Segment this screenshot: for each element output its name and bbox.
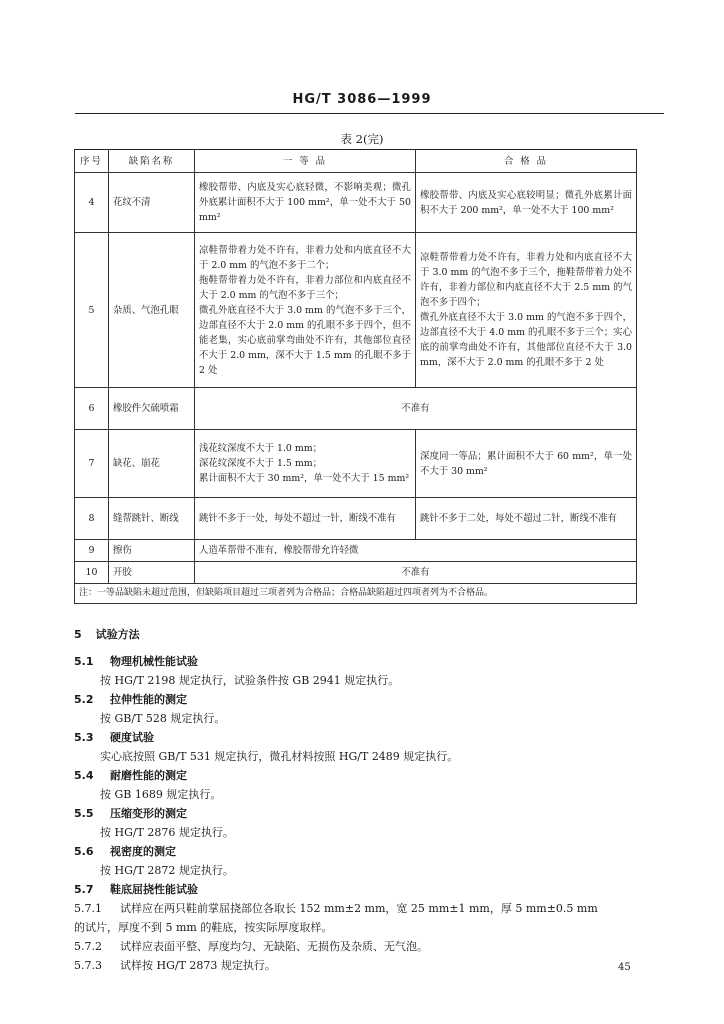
row-merged-value: 不准有 — [195, 562, 637, 584]
item-body: 按 HG/T 2198 规定执行，试验条件按 GB 2941 规定执行。 — [100, 674, 400, 687]
row-qualified: 橡胶帮带、内底及实心底较明显；微孔外底累计面积不大于 200 mm²，单一处不大于 100 mm² — [416, 173, 637, 233]
table-note: 注：一等品缺陷未超过范围，但缺陷项目超过三项者列为合格品；合格品缺陷超过四项者列为不合格品。 — [75, 584, 637, 604]
section-heading: 5 试验方法 — [74, 628, 140, 641]
table-caption: 表 2(完) — [340, 132, 384, 146]
table-row — [75, 388, 637, 430]
table-row — [75, 430, 637, 498]
sub-item-continuation: 的试片，厚度不到 5 mm 的鞋底，按实际厚度取样。 — [74, 921, 333, 934]
sub-item: 5.7.3 试样按 HG/T 2873 规定执行。 — [74, 959, 276, 972]
col-header-num: 序号 — [75, 150, 109, 173]
row-name: 橡胶件欠硫喷霜 — [109, 388, 195, 430]
row-num: 6 — [75, 388, 109, 430]
item-heading: 5.3 硬度试验 — [74, 731, 154, 744]
row-name: 杂质、气泡孔眼 — [109, 233, 195, 388]
row-qualified: 深度同一等品；累计面积不大于 60 mm²，单一处不大于 30 mm² — [416, 430, 637, 498]
row-num: 8 — [75, 498, 109, 540]
row-num: 7 — [75, 430, 109, 498]
item-body: 按 HG/T 2872 规定执行。 — [100, 864, 234, 877]
table-row — [75, 540, 637, 562]
item-heading: 5.2 拉伸性能的测定 — [74, 693, 187, 706]
item-heading: 5.1 物理机械性能试验 — [74, 655, 198, 668]
row-num: 5 — [75, 233, 109, 388]
item-heading: 5.5 压缩变形的测定 — [74, 807, 187, 820]
item-body: 按 GB 1689 规定执行。 — [100, 788, 222, 801]
sub-item: 5.7.2 试样应表面平整、厚度均匀、无缺陷、无损伤及杂质、无气泡。 — [74, 940, 428, 953]
item-heading: 5.7 鞋底屈挠性能试验 — [74, 883, 198, 896]
item-body: 按 GB/T 528 规定执行。 — [100, 712, 226, 725]
table-row — [75, 173, 637, 233]
table-row — [75, 233, 637, 388]
row-name: 擦伤 — [109, 540, 195, 562]
row-qualified: 凉鞋帮带着力处不许有，非着力处和内底直径不大于 3.0 mm 的气泡不多于三个，拖鞋帮带着力处不许有，非着力部位和内底直径不大于 2.5 mm 的气泡不多于四个； 微孔外底直径不大于 3.0 mm 的气泡不多于四个，边部直径不大于 4.0 mm 的孔眼不多于三个；实心底的前掌弯曲处不许有，其他部位直径不大于 3.0 mm，深不大于 2.0 mm 的孔眼不多于 2 处 — [416, 233, 637, 388]
sub-item: 5.7.1 试样应在两只鞋前掌屈挠部位各取长 152 mm±2 mm，宽 25 mm±1 mm，厚 5 mm±0.5 mm — [74, 902, 598, 915]
row-first-grade: 橡胶帮带、内底及实心底轻微，不影响美观；微孔外底累计面积不大于 100 mm²，单一处不大于 50 mm² — [195, 173, 416, 233]
col-header-qualified: 合 格 品 — [416, 150, 637, 173]
row-name: 花纹不清 — [109, 173, 195, 233]
standard-code-header: HG/T 3086—1999 — [292, 92, 432, 107]
row-name: 缺花、崩花 — [109, 430, 195, 498]
row-merged-value: 不准有 — [195, 388, 637, 430]
defect-table — [74, 149, 637, 604]
table-row — [75, 562, 637, 584]
row-span-value: 人造革帮带不准有，橡胶帮带允许轻微 — [195, 540, 637, 562]
item-body: 按 HG/T 2876 规定执行。 — [100, 826, 234, 839]
header-rule — [75, 113, 664, 114]
item-heading: 5.6 视密度的测定 — [74, 845, 176, 858]
item-heading: 5.4 耐磨性能的测定 — [74, 769, 187, 782]
row-first-grade: 凉鞋帮带着力处不许有，非着力处和内底直径不大于 2.0 mm 的气泡不多于二个； 拖鞋帮带着力处不许有，非着力部位和内底直径不大于 2.0 mm 的气泡不多于三个； 微孔外底直径不大于 3.0 mm 的气泡不多于三个，边部直径不大于 2.0 mm 的孔眼不多于四个，但不能老集，实心底前掌弯曲处不许有，其他部位直径不大于 2.0 mm，深不大于 1.5 mm 的孔眼不多于 2 处 — [195, 233, 416, 388]
table-row — [75, 498, 637, 540]
row-first-grade: 浅花纹深度不大于 1.0 mm； 深花纹深度不大于 1.5 mm； 累计面积不大于 30 mm²，单一处不大于 15 mm² — [195, 430, 416, 498]
table-note-row — [75, 584, 637, 604]
row-name: 开胶 — [109, 562, 195, 584]
row-qualified: 跳针不多于二处，每处不超过二针，断线不准有 — [416, 498, 637, 540]
row-first-grade: 跳针不多于一处，每处不超过一针，断线不准有 — [195, 498, 416, 540]
row-num: 10 — [75, 562, 109, 584]
table-header-row — [75, 150, 637, 173]
col-header-first-grade: 一 等 品 — [195, 150, 416, 173]
row-num: 9 — [75, 540, 109, 562]
item-body: 实心底按照 GB/T 531 规定执行，微孔材料按照 HG/T 2489 规定执行。 — [100, 750, 459, 763]
row-name: 缝帮跳针、断线 — [109, 498, 195, 540]
row-num: 4 — [75, 173, 109, 233]
col-header-name: 缺陷名称 — [109, 150, 195, 173]
page-number: 45 — [618, 962, 631, 973]
